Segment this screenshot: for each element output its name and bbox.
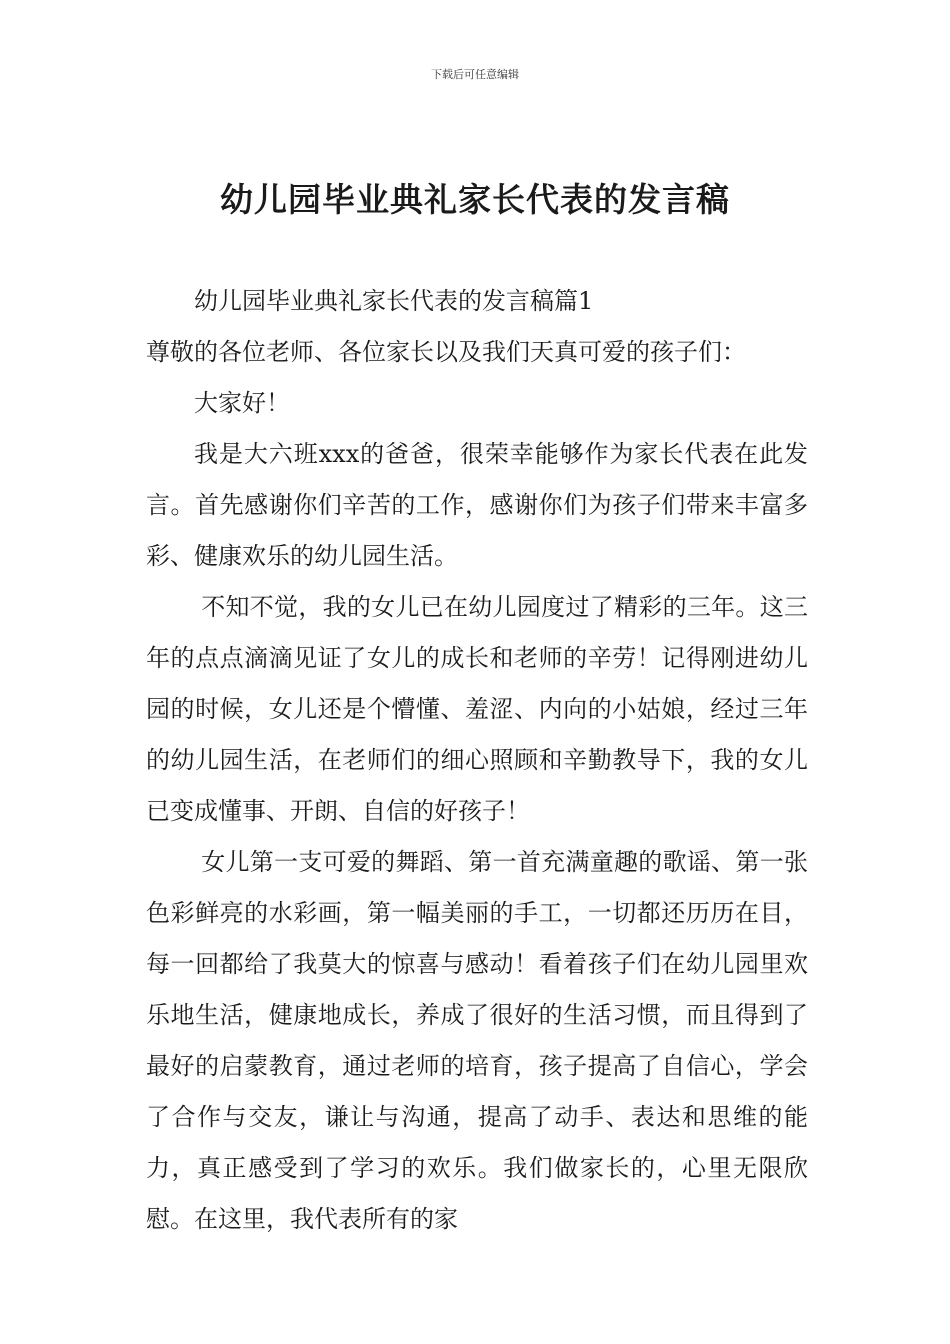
paragraph-2: 不知不觉，我的女儿已在幼儿园度过了精彩的三年。这三年的点点滴滴见证了女儿的成长和老师的辛劳！记得刚进幼儿园的时候，女儿还是个懵懂、羞涩、内向的小姑娘，经过三年的幼儿园生活，在老师们的细心照顾和辛勤教导下，我的女儿已变成懂事、开朗、自信的好孩子！ <box>146 593 808 825</box>
salutation: 尊敬的各位老师、各位家长以及我们天真可爱的孩子们： <box>146 338 746 366</box>
document-title: 幼儿园毕业典礼家长代表的发言稿 <box>220 180 730 219</box>
header-note: 下载后可任意编辑 <box>431 68 519 81</box>
paragraph-1: 我是大六班xxx的爸爸，很荣幸能够作为家长代表在此发言。首先感谢你们辛苦的工作，感谢你们为孩子们带来丰富多彩、健康欢乐的幼儿园生活。 <box>146 440 808 570</box>
greeting: 大家好！ <box>194 389 290 417</box>
paragraph-3: 女儿第一支可爱的舞蹈、第一首充满童趣的歌谣、第一张色彩鲜亮的水彩画，第一幅美丽的手工，一切都还历历在目，每一回都给了我莫大的惊喜与感动！看着孩子们在幼儿园里欢乐地生活，健康地成长，养成了很好的生活习惯，而且得到了最好的启蒙教育，通过老师的培育，孩子提高了自信心，学会了合作与交友，谦让与沟通，提高了动手、表达和思维的能力，真正感受到了学习的欢乐。我们做家长的，心里无限欣慰。在这里，我代表所有的家 <box>146 848 808 1233</box>
document-body <box>146 276 808 1245</box>
document-subtitle: 幼儿园毕业典礼家长代表的发言稿篇1 <box>194 287 594 315</box>
